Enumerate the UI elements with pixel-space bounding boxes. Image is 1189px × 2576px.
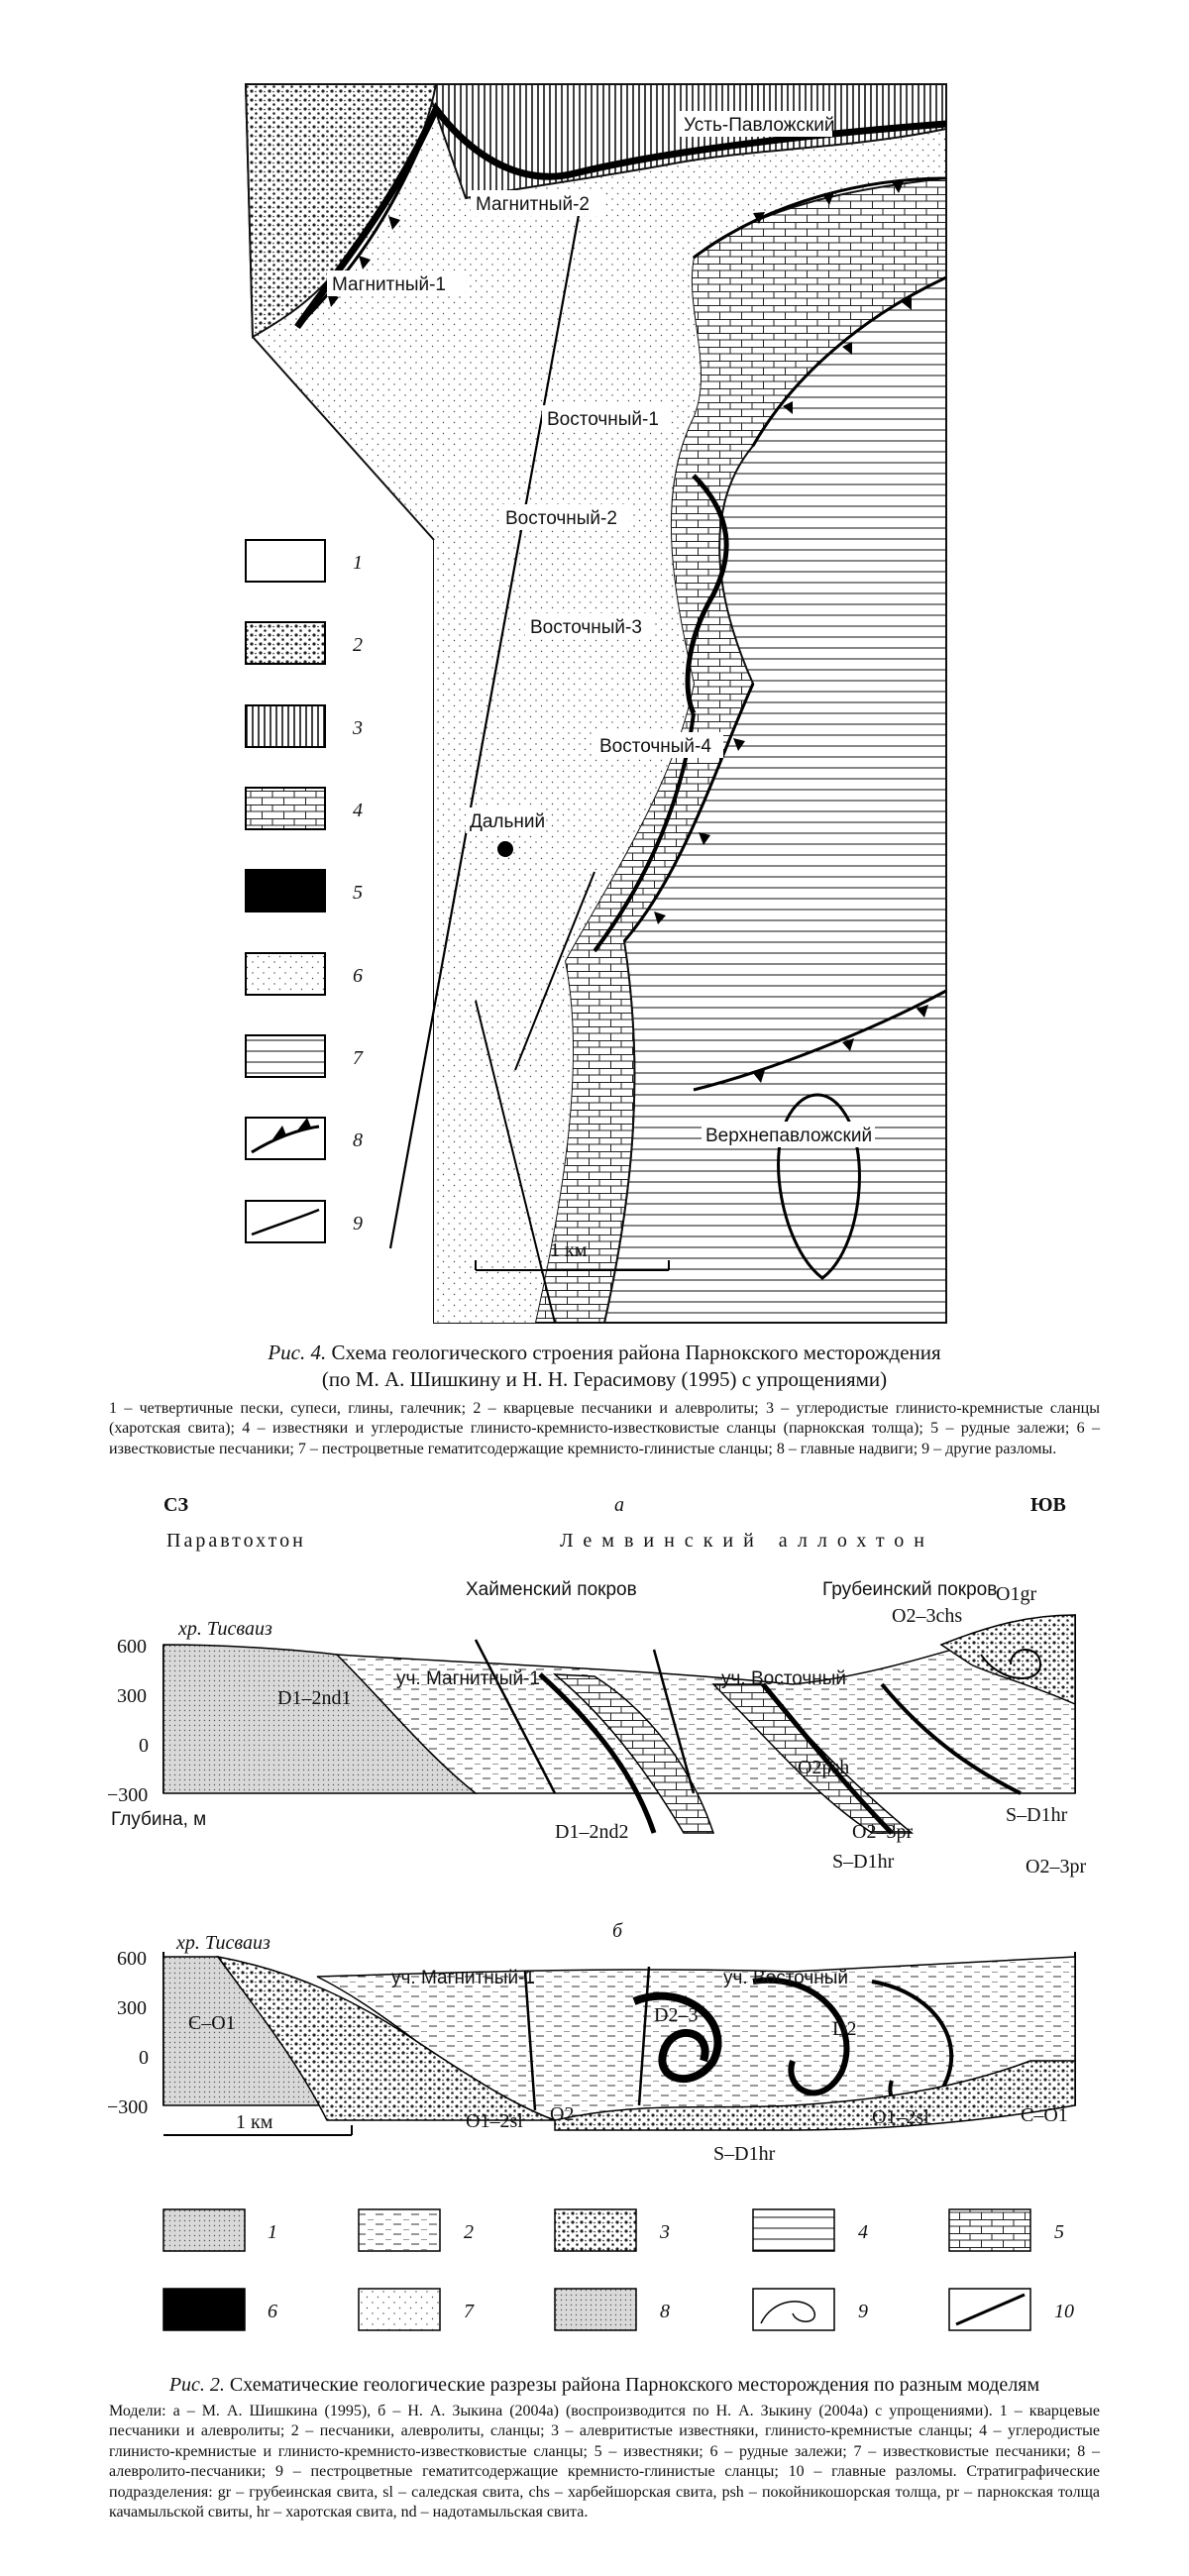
fig4-map	[246, 84, 946, 1323]
fig4-caption-line2: (по М. А. Шишкину и Н. Н. Герасимову (1995) с упрощениями)	[321, 1367, 888, 1392]
fig2-legend-2: 2	[464, 2221, 474, 2243]
fig2-yv: ЮВ	[1030, 1494, 1066, 1516]
fig2a-depth: Глубина, м	[111, 1809, 207, 1830]
fig4-label-magn1: Магнитный-1	[332, 274, 447, 295]
fig4-legend-2: 2	[353, 634, 363, 656]
fig2a-o23pr-r: O2–3pr	[1026, 1856, 1087, 1878]
fig2-legend-7: 7	[464, 2301, 474, 2322]
fig4-legend-9: 9	[353, 1213, 363, 1234]
fig4-caption-prefix: Рис. 4.	[268, 1341, 327, 1364]
fig2b-ym300: −300	[107, 2096, 149, 2118]
fig2b-uch-vost: уч. Восточный	[723, 1968, 848, 1988]
fig2a-y600: 600	[117, 1636, 147, 1658]
fig2a-o2psh: O2psh	[798, 1757, 850, 1778]
fig4-label-vost4: Восточный-4	[599, 736, 711, 757]
fig2-legend-6: 6	[268, 2301, 277, 2322]
fig2-b-label: б	[612, 1920, 623, 1942]
fig2b-tisv: хр. Тисваиз	[176, 1932, 270, 1954]
fig2-legend	[163, 2209, 1074, 2330]
fig2b-sd1hr: S–D1hr	[713, 2143, 776, 2165]
fig2b-y600: 600	[117, 1948, 147, 1970]
fig2b-co1: Є–O1	[188, 2012, 236, 2034]
fig4-label-vost1: Восточный-1	[547, 409, 659, 430]
fig4-legend-6: 6	[353, 965, 363, 987]
fig4-label-dalniy: Дальний	[470, 811, 546, 832]
fig2-lemv: Лемвинский аллохтон	[560, 1530, 935, 1552]
fig2b-y300: 300	[117, 1997, 147, 2019]
fig2-legend-9: 9	[858, 2301, 868, 2322]
fig4-label-vost2: Восточный-2	[505, 508, 617, 529]
fig4-caption-title	[109, 1340, 1100, 1394]
fig2b-scale: 1 км	[236, 2111, 273, 2133]
fig2-legend-3: 3	[660, 2221, 670, 2243]
fig2-sections	[107, 1494, 1086, 2330]
fig4-legend-1: 1	[353, 552, 363, 574]
fig2-legend-4: 4	[858, 2221, 868, 2243]
fig2-caption-line1: Схематические геологические разрезы района Парнокского месторождения по разным моделям	[229, 2374, 1040, 2396]
fig4-legend-7: 7	[353, 1047, 363, 1069]
fig2-sz: СЗ	[163, 1494, 188, 1516]
fig2a-ym300: −300	[107, 1784, 149, 1806]
fig2-caption-body: Модели: а – М. А. Шишкина (1995), б – Н. А. Зыкина (2004а) (воспроизводится по Н. А. Зыкину (2004а) с упрощениями). 1 – кварцевые песчаники и алевролиты; 2 – песчаники, алевролиты, сланцы; 3 – алевритистые известняки, глинисто-кремнистые сланцы; 4 – углеродистые глинисто-кремнистые и глинисто-кремнисто-известковистые сланцы; 5 – известняки; 6 – рудные залежи; 7 – известковистые песчаники; 8 – алевролито-песчаники; 9 – пестроцветные гематитсодержащие кремнисто-глинистые сланцы; 10 – главные разломы. Стратиграфические подразделения: gr – грубеинская свита, sl – саледская свита, chs – харбейшорская свита, psh – покойникошорская толща, pr – парнокская толща качамыльской свиты, hr – харотская свита, nd – надотамыльская свита.	[109, 2403, 1100, 2522]
fig4-legend	[246, 540, 364, 1242]
fig2-legend-1: 1	[268, 2221, 277, 2243]
fig2a-o23chs: O2–3chs	[892, 1605, 963, 1627]
fig2a-y300: 300	[117, 1685, 147, 1707]
fig4-caption-line1: Схема геологического строения района Парнокского месторождения	[331, 1341, 941, 1364]
fig4-scale-label: 1 км	[550, 1239, 588, 1261]
fig2a-sd1hr-r: S–D1hr	[1006, 1804, 1068, 1826]
fig2b-o12sl-r: O1–2sl	[872, 2106, 929, 2128]
fig4-label-ust: Усть-Павложский	[684, 115, 835, 136]
fig2a-tisv: хр. Тисваиз	[178, 1618, 272, 1640]
fig2a-y0: 0	[139, 1735, 149, 1757]
fig2-section-b	[107, 1932, 1075, 2165]
fig2a-d1nd2: D1–2nd2	[555, 1821, 629, 1843]
fig2-caption-prefix: Рис. 2.	[168, 2374, 225, 2396]
fig4-legend-4: 4	[353, 800, 363, 821]
fig2-a-label: а	[614, 1494, 624, 1516]
fig2b-d23: D2–3	[654, 2004, 699, 2026]
fig2-legend-8: 8	[660, 2301, 670, 2322]
fig2a-o1gr: O1gr	[996, 1583, 1037, 1605]
fig2b-d2: D2	[832, 2018, 857, 2040]
fig4-caption-body: 1 – четвертичные пески, супеси, глины, галечник; 2 – кварцевые песчаники и алевролиты; 3 – углеродистые глинисто-кремнистые сланцы (харотская свита); 4 – известняки и углеродистые глинисто-кремнисто-известковистые сланцы (парнокская толща); 5 – рудные залежи; 6 – известковистые песчаники; 7 – пестроцветные гематитсодержащие кремнисто-глинистые сланцы; 8 – главные надвиги; 9 – другие разломы.	[109, 1400, 1100, 1457]
fig4-label-vost3: Восточный-3	[530, 617, 642, 638]
fig2-grub: Грубеинский покров	[822, 1579, 998, 1600]
fig4-dalniy-point	[497, 841, 513, 857]
fig2-section-a	[107, 1583, 1086, 1878]
fig2a-sd1hr: S–D1hr	[832, 1851, 895, 1873]
fig2-legend-5: 5	[1054, 2221, 1064, 2243]
fig2b-co1-r: C–O1	[1021, 2104, 1068, 2126]
fig2b-y0: 0	[139, 2047, 149, 2069]
fig2a-d1nd1: D1–2nd1	[277, 1687, 352, 1709]
fig2a-uch-vost: уч. Восточный	[721, 1668, 846, 1689]
fig2b-o2: O2	[550, 2103, 575, 2125]
fig2-khaim: Хайменский покров	[466, 1579, 637, 1600]
fig2a-uch-magn: уч. Магнитный-1	[396, 1668, 540, 1689]
fig4-legend-3: 3	[353, 717, 363, 739]
fig2b-o12sl-l: O1–2sl	[466, 2110, 523, 2132]
fig4-label-magn2: Магнитный-2	[476, 194, 591, 215]
fig4-legend-8: 8	[353, 1129, 363, 1151]
fig4-label-verkhne: Верхнепавложский	[705, 1126, 873, 1146]
fig2-caption-title	[109, 2372, 1100, 2398]
fig2b-uch-magn: уч. Магнитный-1	[391, 1968, 535, 1988]
fig4-legend-5: 5	[353, 882, 363, 904]
fig2-paravt: Паравтохтон	[166, 1530, 306, 1552]
fig2-legend-10: 10	[1054, 2301, 1074, 2322]
fig2a-o23pr: O2–3pr	[852, 1821, 914, 1843]
